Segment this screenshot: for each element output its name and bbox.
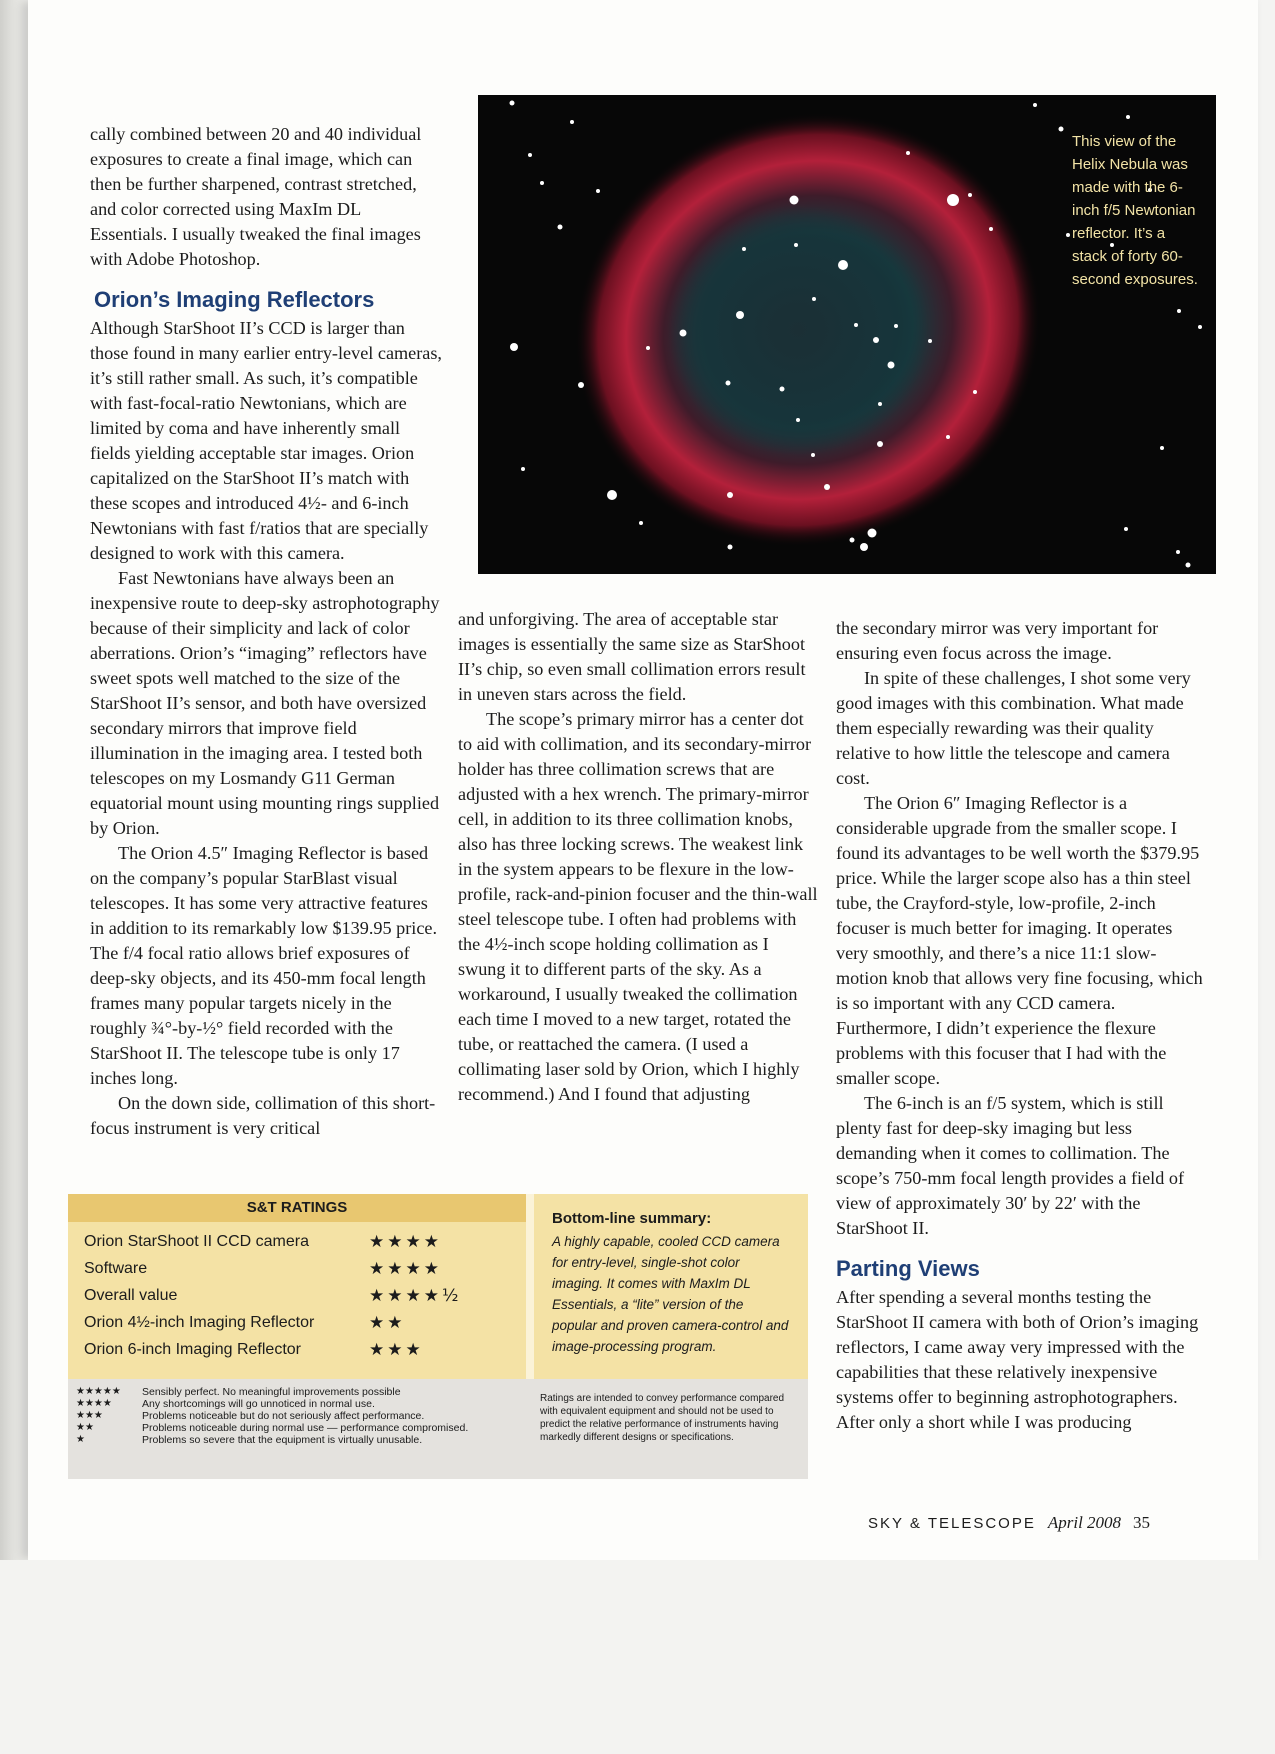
star-rating: ★★★: [369, 1339, 424, 1360]
summary-text: A highly capable, cooled CCD camera for entry-level, single-shot color imaging. It comes with MaxIm DL Essentials, a “lite” version of the popular and proven camera-control and image-processing program.: [552, 1234, 789, 1354]
nebula-image: [478, 95, 1216, 574]
ratings-list: [84, 1228, 514, 1363]
section-heading: Orion’s Imaging Reflectors: [94, 287, 375, 312]
issue-date: April 2008: [1047, 1513, 1122, 1532]
paragraph: and unforgiving. The area of acceptable star images is essentially the same size as StarShoot II’s chip, so even small collimation errors result in uneven stars across the field.: [458, 609, 806, 704]
text-column-2: [458, 607, 818, 1107]
legend-stars: ★★★★: [76, 1398, 112, 1409]
ratings-panel: [68, 1194, 808, 1379]
rating-row: [84, 1228, 514, 1255]
bottom-line-summary: [552, 1210, 792, 1357]
magazine-name: SKY & TELESCOPE: [868, 1515, 1036, 1532]
paragraph: the secondary mirror was very important for ensuring even focus across the image.: [836, 618, 1159, 663]
helix-nebula-photo: [478, 95, 1216, 574]
paragraph: Although StarShoot II’s CCD is larger than those found in many earlier entry-level cameras, it’s still rather small. As such, it’s compatible with fast-focal-ratio Newtonians, which are limited by coma and have inherently small fields yielding acceptable star images. Orion capitalized on the StarShoot II’s match with these scopes and introduced 4½- and 6-inch Newtonians with fast f/ratios that are specially designed to work with this camera.: [90, 318, 442, 563]
ratings-box: [68, 1194, 808, 1479]
legend-row: [76, 1434, 516, 1446]
legend-row: [76, 1386, 516, 1398]
summary-title: Bottom-line summary:: [552, 1210, 712, 1227]
rating-item-name: Orion StarShoot II CCD camera: [84, 1232, 309, 1250]
section-heading: Parting Views: [836, 1256, 980, 1281]
rating-row: [84, 1255, 514, 1282]
paragraph: In spite of these challenges, I shot some very good images with this combination. What made them especially rewarding was their quality relative to how little the telescope and camera cost.: [836, 668, 1191, 788]
text-column-1: [90, 122, 442, 1141]
page-gutter: [0, 0, 30, 1560]
legend-stars: ★: [76, 1434, 85, 1445]
paragraph: The scope’s primary mirror has a center dot to aid with collimation, and its secondary-mirror holder has three collimation screws that are adjusted with a hex wrench. The primary-mirror cell, in addition to its three collimation knobs, also has three locking screws. The weakest link in the system appears to be flexure in the low-profile, rack-and-pinion focuser and the thin-wall steel telescope tube. I often had problems with the 4½-inch scope holding collimation as I swung it to different parts of the sky. As a workaround, I usually tweaked the collimation each time I moved to a new target, rotated the tube, or reattached the camera. (I used a collimating laser sold by Orion, which I highly recommend.) And I found that adjusting: [458, 709, 818, 1104]
scan-margin: [0, 1560, 1275, 1754]
paragraph: The Orion 6″ Imaging Reflector is a considerable upgrade from the smaller scope. I found its advantages to be well worth the $379.95 price. While the larger scope also has a thin steel tube, the Crayford-style, low-profile, 2-inch focuser is much better for imaging. It operates very smoothly, and there’s a nice 11:1 slow-motion knob that allows very fine focusing, which is so important with any CCD camera. Furthermore, I didn’t experience the flexure problems with this focuser that I had with the smaller scope.: [836, 793, 1203, 1088]
rating-item-name: Orion 4½-inch Imaging Reflector: [84, 1313, 315, 1331]
text-column-3: [836, 616, 1206, 1435]
rating-item-name: Software: [84, 1259, 148, 1277]
rating-row: [84, 1282, 514, 1309]
star-rating: ★★★★: [369, 1231, 442, 1252]
page-footer: [868, 1513, 1150, 1533]
star-rating: ★★★★: [369, 1258, 442, 1279]
legend-stars: ★★★: [76, 1410, 103, 1421]
star-rating: ★★: [369, 1312, 406, 1333]
ratings-title: S&T RATINGS: [68, 1194, 526, 1222]
paragraph: The 6-inch is an f/5 system, which is still plenty fast for deep-sky imaging but less demanding when it comes to collimation. The scope’s 750-mm focal length provides a field of view of approximately 30′ by 22′ with the StarShoot II.: [836, 1093, 1184, 1238]
legend-row: [76, 1410, 516, 1422]
ratings-disclaimer: Ratings are intended to convey performance compared with equivalent equipment and should not be used to predict the relative performance of instruments having markedly different designs or specifications.: [540, 1393, 785, 1443]
paragraph: Fast Newtonians have always been an inexpensive route to deep-sky astrophotography because of their simplicity and lack of color aberrations. Orion’s “imaging” reflectors have sweet spots well matched to the size of the StarShoot II’s sensor, and both have oversized secondary mirrors that improve field illumination in the imaging area. I tested both telescopes on my Losmandy G11 German equatorial mount using mounting rings supplied by Orion.: [90, 568, 440, 838]
rating-item-name: Orion 6-inch Imaging Reflector: [84, 1340, 301, 1358]
photo-caption: This view of the Helix Nebula was made with the 6-inch f/5 Newtonian reflector. It’s a stack of forty 60-second exposures.: [1072, 133, 1198, 288]
legend-text: Problems noticeable but do not seriously affect performance.: [142, 1410, 425, 1422]
legend-text: Any shortcomings will go unnoticed in normal use.: [142, 1398, 375, 1410]
legend-text: Problems so severe that the equipment is virtually unusable.: [142, 1434, 423, 1446]
legend-text: Problems noticeable during normal use — performance compromised.: [142, 1422, 469, 1434]
ratings-divider: [526, 1194, 534, 1379]
paragraph: After spending a several months testing the StarShoot II camera with both of Orion’s imaging reflectors, I came away very impressed with the capabilities that these relatively inexpensive systems offer to beginning astrophotographers. After only a short while I was producing: [836, 1287, 1199, 1432]
rating-row: [84, 1309, 514, 1336]
rating-item-name: Overall value: [84, 1286, 178, 1304]
legend-stars: ★★: [76, 1422, 94, 1433]
rating-row: [84, 1336, 514, 1363]
legend-text: Sensibly perfect. No meaningful improvements possible: [142, 1386, 401, 1398]
legend-row: [76, 1422, 516, 1434]
legend-row: [76, 1398, 516, 1410]
star-legend: [76, 1386, 516, 1446]
paragraph: The Orion 4.5″ Imaging Reflector is based on the company’s popular StarBlast visual telescopes. It has some very attractive features in addition to its remarkably low $139.95 price. The f/4 focal ratio allows brief exposures of deep-sky objects, and its 450-mm focal length frames many popular targets nicely in the roughly ¾°-by-½° field recorded with the StarShoot II. The telescope tube is only 17 inches long.: [90, 843, 438, 1088]
legend-stars: ★★★★★: [76, 1386, 121, 1397]
star-rating: ★★★★½: [369, 1285, 462, 1306]
page-number: 35: [1133, 1513, 1151, 1532]
paragraph: On the down side, collimation of this short-focus instrument is very critical: [90, 1093, 436, 1138]
paragraph: cally combined between 20 and 40 individual exposures to create a final image, which can then be further sharpened, contrast stretched, and color corrected using MaxIm DL Essentials. I usually tweaked the final images with Adobe Photoshop.: [90, 124, 422, 269]
